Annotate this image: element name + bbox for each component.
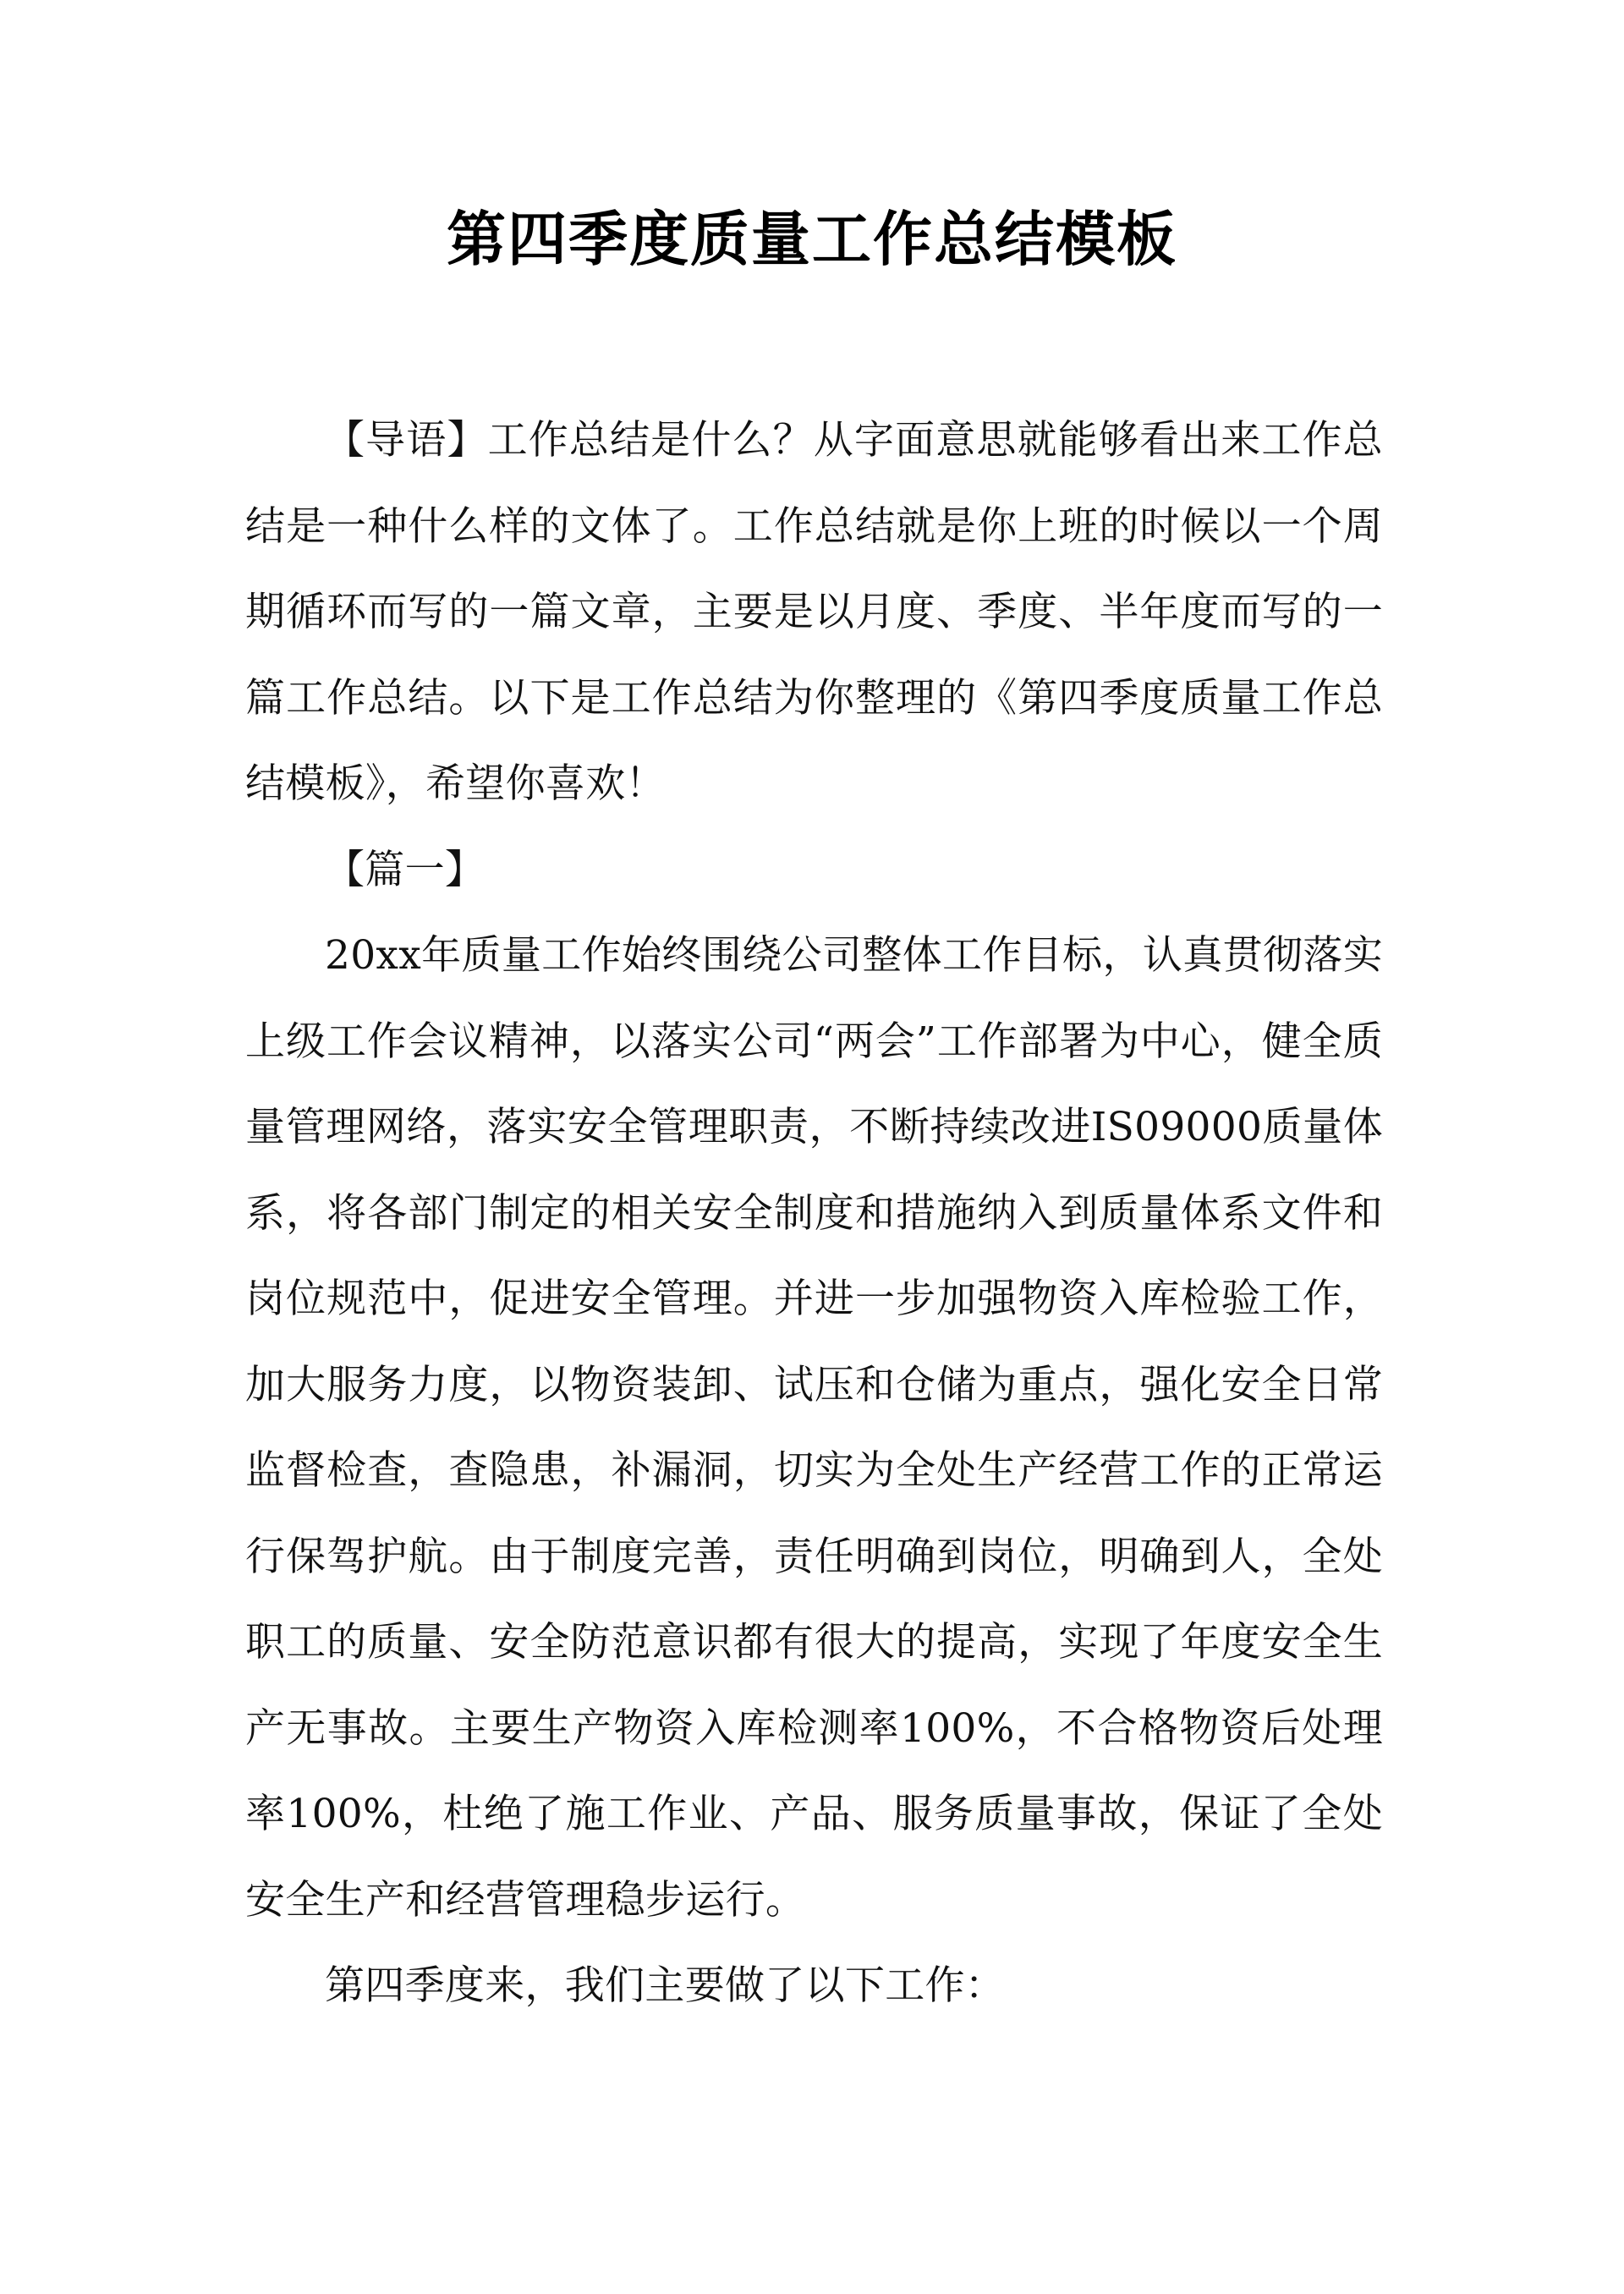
body-paragraph: 20xx年质量工作始终围绕公司整体工作目标，认真贯彻落实上级工作会议精神，以落实公司“两会”工作部署为中心，健全质量管理网络，落实安全管理职责，不断持续改进IS09000质量体系，将各部门制定的相关安全制度和措施纳入到质量体系文件和岗位规范中，促进安全管理。并进一步加强物资入库检验工作，加大服务力度，以物资装卸、试压和仓储为重点，强化安全日常监督检查，查隐患，补漏洞，切实为全处生产经营工作的正常运行保驾护航。由于制度完善，责任明确到岗位，明确到人，全处职工的质量、安全防范意识都有很大的提高，实现了年度安全生产无事故。主要生产物资入库检测率100%，不合格物资后处理率100%，杜绝了施工作业、产品、服务质量事故，保证了全处安全生产和经营管理稳步运行。 [245,932,1383,1924]
section-heading: 【篇一】 [325,846,486,893]
document-title: 第四季度质量工作总结模板 [447,205,1177,274]
intro-paragraph: 【导语】工作总结是什么？从字面意思就能够看出来工作总结是一种什么样的文体了。工作总结就是你上班的时候以一个周期循环而写的一篇文章，主要是以月度、季度、半年度而写的一篇工作总结。以下是工作总结为你整理的《第四季度质量工作总结模板》，希望你喜欢！ [245,417,1383,807]
body-paragraph: 第四季度来，我们主要做了以下工作： [325,1962,1006,2009]
document-body [245,398,1383,2029]
